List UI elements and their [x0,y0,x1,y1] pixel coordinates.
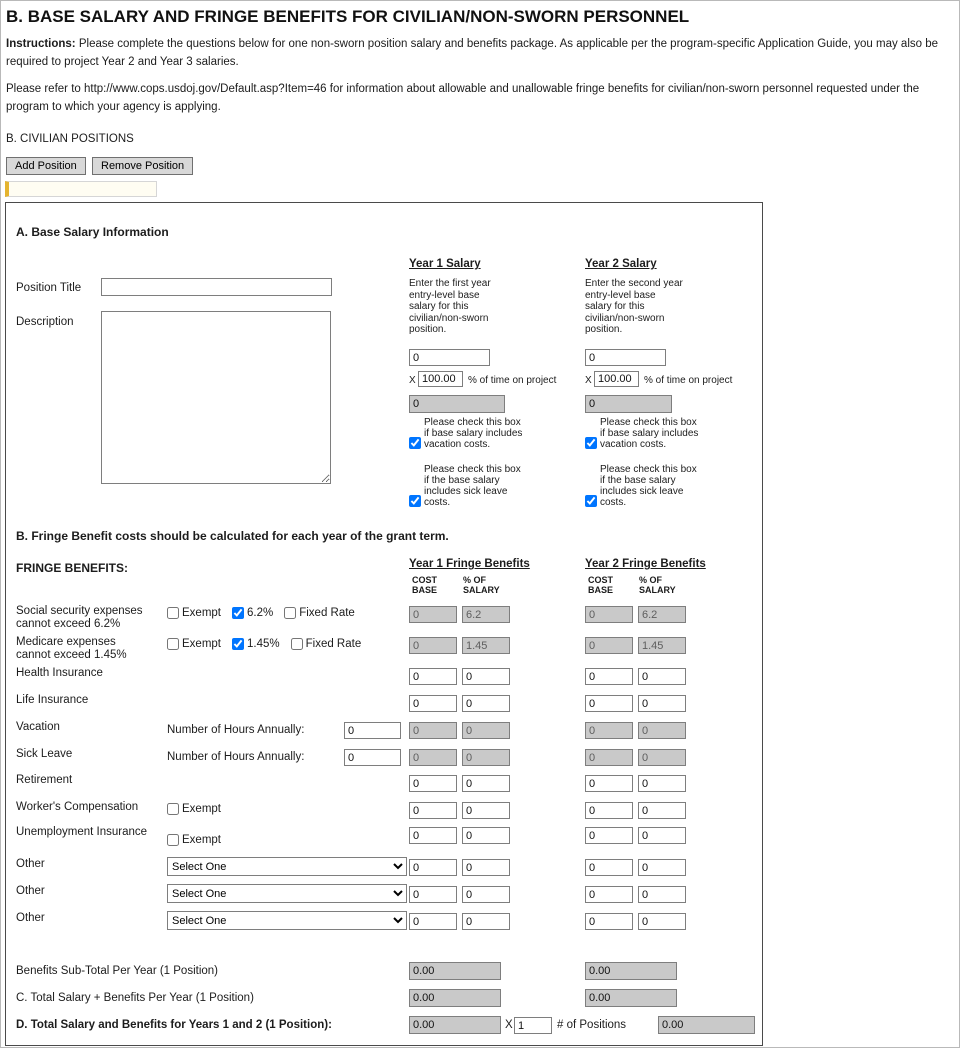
exempt-option[interactable] [167,834,221,846]
year2-cost-base-input[interactable] [585,913,633,930]
fringe-row-other-2 [6,884,763,908]
year2-sick-checkbox[interactable] [585,495,597,507]
grand-total-row [6,1016,763,1040]
hours-annually-label: Number of Hours Annually: [167,724,305,736]
row-label: Other [16,858,45,870]
position-title-label: Position Title [16,282,82,294]
year1-pct-salary-input[interactable] [462,913,510,930]
row-label: Sick Leave [16,748,73,760]
grand-total-field [658,1016,755,1034]
year1-cost-base-input[interactable] [409,859,457,876]
year1-sick-note [409,464,531,508]
base-salary-heading: A. Base Salary Information [16,225,169,239]
year1-pct-salary-input[interactable] [462,859,510,876]
row-label: Other [16,885,45,897]
other-benefit-select[interactable] [167,857,407,876]
position-tab[interactable] [5,181,157,197]
year2-pct-salary-input[interactable] [638,859,686,876]
year2-cost-base-input[interactable] [585,802,633,819]
description-textarea[interactable] [101,311,331,484]
year2-cost-base-input[interactable] [585,859,633,876]
fringe-row-retirement [6,773,763,797]
year1-percent-label: % of time on project [468,375,557,386]
year2-multiply-label: X [585,375,592,386]
year1-cost-base-input[interactable] [409,802,457,819]
year1-pct-salary-input[interactable] [462,886,510,903]
exempt-checkbox[interactable] [167,607,179,619]
year1-pct-salary-input[interactable] [462,695,510,712]
fringe-row-other-1 [6,857,763,881]
remove-position-button[interactable]: Remove Position [92,157,193,175]
exempt-checkbox[interactable] [167,834,179,846]
year1-cost-base-input [409,637,457,654]
rate-label: 1.45% [247,638,280,650]
year2-pct-salary-input[interactable] [638,668,686,685]
fringe-row-health-insurance [6,666,763,690]
fixed-rate-option[interactable] [291,638,362,650]
exempt-option[interactable] [167,638,221,650]
multiply-label: X [505,1019,513,1031]
year2-cost-base-input[interactable] [585,886,633,903]
row-label: Social security expenses cannot exceed 6.2% [16,605,143,630]
fringe-row-vacation [6,720,763,744]
year2-cost-base-input [585,749,633,766]
other-benefit-select[interactable] [167,911,407,930]
year2-cost-base-input[interactable] [585,695,633,712]
year1-fringe-header: Year 1 Fringe Benefits [409,558,530,570]
row-label: Other [16,912,45,924]
grand-year1-field [409,1016,501,1034]
fixed-rate-option[interactable] [284,607,355,619]
add-position-button[interactable]: Add Position [6,157,86,175]
rate-checkbox[interactable] [232,638,244,650]
year1-pct-salary-input[interactable] [462,827,510,844]
total-year2-field [585,989,677,1007]
year2-pct-salary-input[interactable] [638,695,686,712]
row-label: Worker's Compensation [16,801,139,813]
year1-adjusted-salary-field [409,395,505,413]
civilian-positions-label: B. CIVILIAN POSITIONS [6,133,134,145]
exempt-label: Exempt [182,803,221,815]
year2-salary-help: Enter the second year entry-level base salary for this civilian/non-sworn position. [585,278,683,335]
benefits-subtotal-row [6,962,763,986]
instructions-paragraph [6,35,954,72]
total-label: C. Total Salary + Benefits Per Year (1 Position) [16,992,254,1004]
instructions-text: Please complete the questions below for one non-sworn position salary and benefits package. As applicable per the program-specific Application Guide, you may also be required to project Year 2 and Year 3 salaries. [6,38,939,69]
row-label: Life Insurance [16,694,89,706]
fringe-heading: B. Fringe Benefit costs should be calculated for each year of the grant term. [16,529,449,543]
fixed-rate-label: Fixed Rate [305,638,362,650]
subtotal-year2-field [585,962,677,980]
year2-cost-base-input [585,606,633,623]
year1-cost-base-input[interactable] [409,695,457,712]
year2-adjusted-salary-field [585,395,672,413]
year2-cost-base-input[interactable] [585,668,633,685]
row-label: Retirement [16,774,73,786]
row-label: Medicare expenses cannot exceed 1.45% [16,636,127,661]
exempt-checkbox[interactable] [167,803,179,815]
year1-cost-base-input[interactable] [409,886,457,903]
rate-option[interactable] [232,638,280,650]
fixed-rate-label: Fixed Rate [299,607,355,619]
exempt-option[interactable] [167,803,221,815]
fixed-rate-checkbox[interactable] [291,638,303,650]
reference-text: Please refer to http://www.cops.usdoj.gov/Default.asp?Item=46 for information about allowable and unallowable fringe benefits for civilian/non-sworn personnel requested under the program to which your agency is applying. [6,83,920,114]
year1-cost-base-input [409,722,457,739]
medicare-options [167,638,361,650]
year1-pct-salary-input [462,637,510,654]
year2-salary-header: Year 2 Salary [585,258,657,270]
year1-pct-salary-input [462,722,510,739]
vacation-hours-input[interactable] [344,722,401,739]
year1-vacation-note-text: Please check this box if base salary includes vacation costs. [424,417,523,450]
year2-pct-salary-input[interactable] [638,775,686,792]
exempt-label: Exempt [182,834,221,846]
year2-pct-salary-input[interactable] [638,913,686,930]
year1-cost-base-input[interactable] [409,827,457,844]
year2-pct-salary-input [638,749,686,766]
sick-leave-hours-input[interactable] [344,749,401,766]
year1-vacation-checkbox[interactable] [409,437,421,449]
year1-cost-base-input[interactable] [409,775,457,792]
year1-pct-salary-input [462,606,510,623]
row-label: Vacation [16,721,60,733]
year2-pct-salary-input [638,722,686,739]
year1-pct-salary-header: % OF SALARY [463,575,500,595]
year1-sick-checkbox[interactable] [409,495,421,507]
social-security-options [167,607,355,619]
year2-vacation-note [585,417,707,450]
total-year1-field [409,989,501,1007]
total-salary-benefits-row [6,989,763,1013]
year1-pct-salary-input[interactable] [462,802,510,819]
year2-pct-salary-input[interactable] [638,827,686,844]
year2-pct-salary-input [638,637,686,654]
year1-percent-input[interactable] [418,371,463,387]
year2-sick-note [585,464,707,508]
fixed-rate-checkbox[interactable] [284,607,296,619]
year1-cost-base-input [409,606,457,623]
fringe-row-unemployment-insurance [6,825,763,849]
year1-salary-help: Enter the first year entry-level base salary for this civilian/non-sworn position. [409,278,491,335]
year1-cost-base-header: COST BASE [412,575,438,595]
year2-cost-base-input [585,722,633,739]
year2-vacation-note-text: Please check this box if base salary includes vacation costs. [600,417,699,450]
exempt-label: Exempt [182,607,221,619]
fringe-row-other-3 [6,911,763,935]
year2-vacation-checkbox[interactable] [585,437,597,449]
grand-total-label: D. Total Salary and Benefits for Years 1 and 2 (1 Position): [16,1019,332,1031]
year1-salary-header: Year 1 Salary [409,258,481,270]
position-title-input[interactable] [101,278,332,296]
exempt-checkbox[interactable] [167,638,179,650]
year2-percent-input[interactable] [594,371,639,387]
hours-annually-label: Number of Hours Annually: [167,751,305,763]
exempt-option[interactable] [167,607,221,619]
year1-base-salary-input[interactable] [409,349,490,366]
rate-checkbox[interactable] [232,607,244,619]
year2-percent-label: % of time on project [644,375,733,386]
rate-option[interactable] [232,607,273,619]
fringe-row-social-security [6,604,763,628]
positions-label: # of Positions [557,1019,627,1031]
year2-sick-note-text: Please check this box if the base salary includes sick leave costs. [600,464,697,508]
fringe-benefits-label: FRINGE BENEFITS: [16,561,129,575]
year1-pct-salary-input[interactable] [462,775,510,792]
fringe-row-sick-leave [6,747,763,771]
year1-vacation-note [409,417,531,450]
year1-cost-base-input [409,749,457,766]
fringe-row-medicare [6,635,763,659]
year1-multiply-label: X [409,375,416,386]
year2-cost-base-header: COST BASE [588,575,614,595]
year2-pct-salary-input[interactable] [638,802,686,819]
other-benefit-select[interactable] [167,884,407,903]
year1-pct-salary-input[interactable] [462,668,510,685]
rate-label: 6.2% [247,607,274,619]
num-positions-input[interactable] [514,1017,552,1034]
fringe-row-life-insurance [6,693,763,717]
year1-pct-salary-input [462,749,510,766]
page-title: B. BASE SALARY AND FRINGE BENEFITS FOR CIVILIAN/NON-SWORN PERSONNEL [6,7,690,26]
year1-cost-base-input[interactable] [409,913,457,930]
year2-base-salary-input[interactable] [585,349,666,366]
exempt-label: Exempt [182,638,221,650]
row-label: Health Insurance [16,667,103,679]
fringe-row-workers-compensation [6,800,763,824]
subtotal-year1-field [409,962,501,980]
year2-pct-salary-input [638,606,686,623]
subtotal-label: Benefits Sub-Total Per Year (1 Position) [16,965,219,977]
year2-cost-base-input[interactable] [585,775,633,792]
description-label: Description [16,316,74,328]
year2-pct-salary-input[interactable] [638,886,686,903]
position-detail-panel [5,202,763,1046]
year2-pct-salary-header: % OF SALARY [639,575,676,595]
year1-cost-base-input[interactable] [409,668,457,685]
year2-cost-base-input [585,637,633,654]
row-label: Unemployment Insurance [16,826,148,838]
year1-sick-note-text: Please check this box if the base salary includes sick leave costs. [424,464,521,508]
instructions-label: Instructions: [6,38,76,50]
year2-fringe-header: Year 2 Fringe Benefits [585,558,706,570]
year2-cost-base-input[interactable] [585,827,633,844]
